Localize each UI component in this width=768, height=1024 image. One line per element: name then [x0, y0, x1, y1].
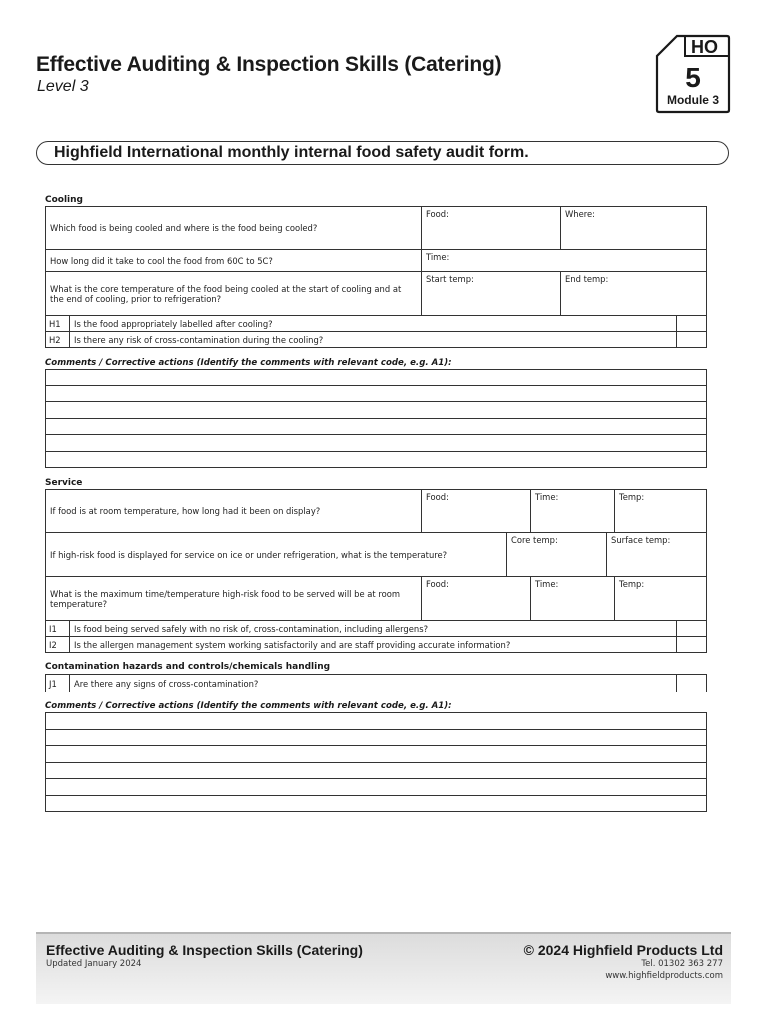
check-code-text: I2: [49, 639, 57, 650]
service-surface-temp-field[interactable]: [606, 532, 707, 577]
form-banner-text: Highfield International monthly internal food safety audit form.: [54, 144, 529, 161]
check-question: [69, 331, 677, 348]
service-q3: [45, 576, 422, 621]
cooling-food-label: Food:: [426, 209, 449, 219]
footer-title: Effective Auditing & Inspection Skills (Catering): [46, 942, 363, 958]
cooling-time-label: Time:: [426, 252, 450, 262]
cooling-where-field[interactable]: [560, 206, 707, 250]
section-service-label: Service: [45, 478, 83, 488]
check-question-text: Is the allergen management system working satisfactorily and are staff providing accurate information?: [74, 639, 511, 650]
comment-line[interactable]: [45, 451, 707, 468]
comment-line[interactable]: [45, 401, 707, 419]
cooling-time-field[interactable]: [421, 249, 707, 272]
check-code: [45, 331, 70, 348]
service-q2: [45, 532, 507, 577]
comment-line[interactable]: [45, 762, 707, 779]
service-time-label: Time:: [535, 579, 559, 589]
comments-label: Comments / Corrective actions (Identify the comments with relevant code, e.g. A1):: [45, 701, 452, 711]
comment-line[interactable]: [45, 745, 707, 763]
service-temp-label: Temp:: [619, 579, 645, 589]
comment-line[interactable]: [45, 369, 707, 386]
service-food-label: Food:: [426, 492, 449, 502]
check-question-text: Is food being served safely with no risk of, cross-contamination, including allergens?: [74, 623, 429, 634]
check-code: [45, 636, 70, 653]
badge-number: 5: [685, 62, 701, 93]
cooling-q2: [45, 249, 422, 272]
page-footer: [36, 932, 731, 1004]
check-answer-box[interactable]: [676, 620, 707, 637]
cooling-q1-text: Which food is being cooled and where is the food being cooled?: [50, 223, 318, 233]
comment-line[interactable]: [45, 729, 707, 746]
comments-label: Comments / Corrective actions (Identify the comments with relevant code, e.g. A1):: [45, 358, 452, 368]
comment-line[interactable]: [45, 418, 707, 435]
cooling-end-temp-field[interactable]: [560, 271, 707, 316]
check-question: [69, 620, 677, 637]
service-temp-field[interactable]: [614, 489, 707, 533]
check-code: [45, 315, 70, 332]
service-core-temp-label: Core temp:: [511, 535, 558, 545]
footer-website[interactable]: www.highfieldproducts.com: [605, 971, 723, 981]
check-code-text: H2: [49, 334, 61, 345]
check-answer-box[interactable]: [676, 315, 707, 332]
check-question-text: Is there any risk of cross-contamination during the cooling?: [74, 334, 324, 345]
check-question-text: Is the food appropriately labelled after cooling?: [74, 318, 273, 329]
check-question: [69, 636, 677, 653]
badge-module: Module 3: [666, 93, 719, 107]
service-q1-text: If food is at room temperature, how long had it been on display?: [50, 506, 321, 516]
cooling-q3: [45, 271, 422, 316]
cooling-where-label: Where:: [565, 209, 595, 219]
comment-line[interactable]: [45, 434, 707, 452]
footer-telephone: Tel. 01302 363 277: [641, 959, 723, 969]
cooling-q2-text: How long did it take to cool the food from 60C to 5C?: [50, 255, 273, 266]
service-q3-text: What is the maximum time/temperature high-risk food to be served will be at room temperature?: [50, 588, 401, 609]
section-contamination-label: Contamination hazards and controls/chemicals handling: [45, 662, 331, 672]
service-food-field[interactable]: [421, 576, 531, 621]
service-time-field[interactable]: [530, 576, 615, 621]
check-question: [69, 674, 677, 692]
comment-line[interactable]: [45, 795, 707, 812]
check-answer-box[interactable]: [676, 331, 707, 348]
check-code: [45, 620, 70, 637]
check-code-text: J1: [49, 678, 57, 689]
comment-line[interactable]: [45, 712, 707, 730]
cooling-q1: [45, 206, 422, 250]
service-q1: [45, 489, 422, 533]
handout-badge: [655, 34, 731, 114]
check-question: [69, 315, 677, 332]
service-time-field[interactable]: [530, 489, 615, 533]
cooling-start-temp-label: Start temp:: [426, 274, 474, 284]
cooling-q3-text: What is the core temperature of the food being cooled at the start of cooling and at the end of cooling, prior to refrigeration?: [50, 283, 402, 304]
cooling-start-temp-field[interactable]: [421, 271, 561, 316]
check-question-text: Are there any signs of cross-contamination?: [74, 678, 259, 689]
check-code-text: H1: [49, 318, 61, 329]
check-code-text: I1: [49, 623, 57, 634]
document-level: Level 3: [37, 78, 89, 95]
service-food-label: Food:: [426, 579, 449, 589]
check-code: [45, 674, 70, 692]
form-banner: [36, 141, 729, 165]
footer-updated: Updated January 2024: [46, 959, 142, 969]
service-core-temp-field[interactable]: [506, 532, 607, 577]
service-q2-text: If high-risk food is displayed for service on ice or under refrigeration, what is the temperature?: [50, 549, 448, 560]
service-food-field[interactable]: [421, 489, 531, 533]
cooling-end-temp-label: End temp:: [565, 274, 609, 284]
comment-line[interactable]: [45, 778, 707, 796]
cooling-food-field[interactable]: [421, 206, 561, 250]
section-cooling-label: Cooling: [45, 195, 83, 205]
badge-ho: HO: [691, 37, 718, 57]
service-surface-temp-label: Surface temp:: [611, 535, 671, 545]
check-answer-box[interactable]: [676, 674, 707, 692]
service-temp-label: Temp:: [619, 492, 645, 502]
service-temp-field[interactable]: [614, 576, 707, 621]
document-title: Effective Auditing & Inspection Skills (Catering): [36, 53, 502, 76]
service-time-label: Time:: [535, 492, 559, 502]
footer-copyright: © 2024 Highfield Products Ltd: [523, 942, 723, 958]
check-answer-box[interactable]: [676, 636, 707, 653]
comment-line[interactable]: [45, 385, 707, 402]
